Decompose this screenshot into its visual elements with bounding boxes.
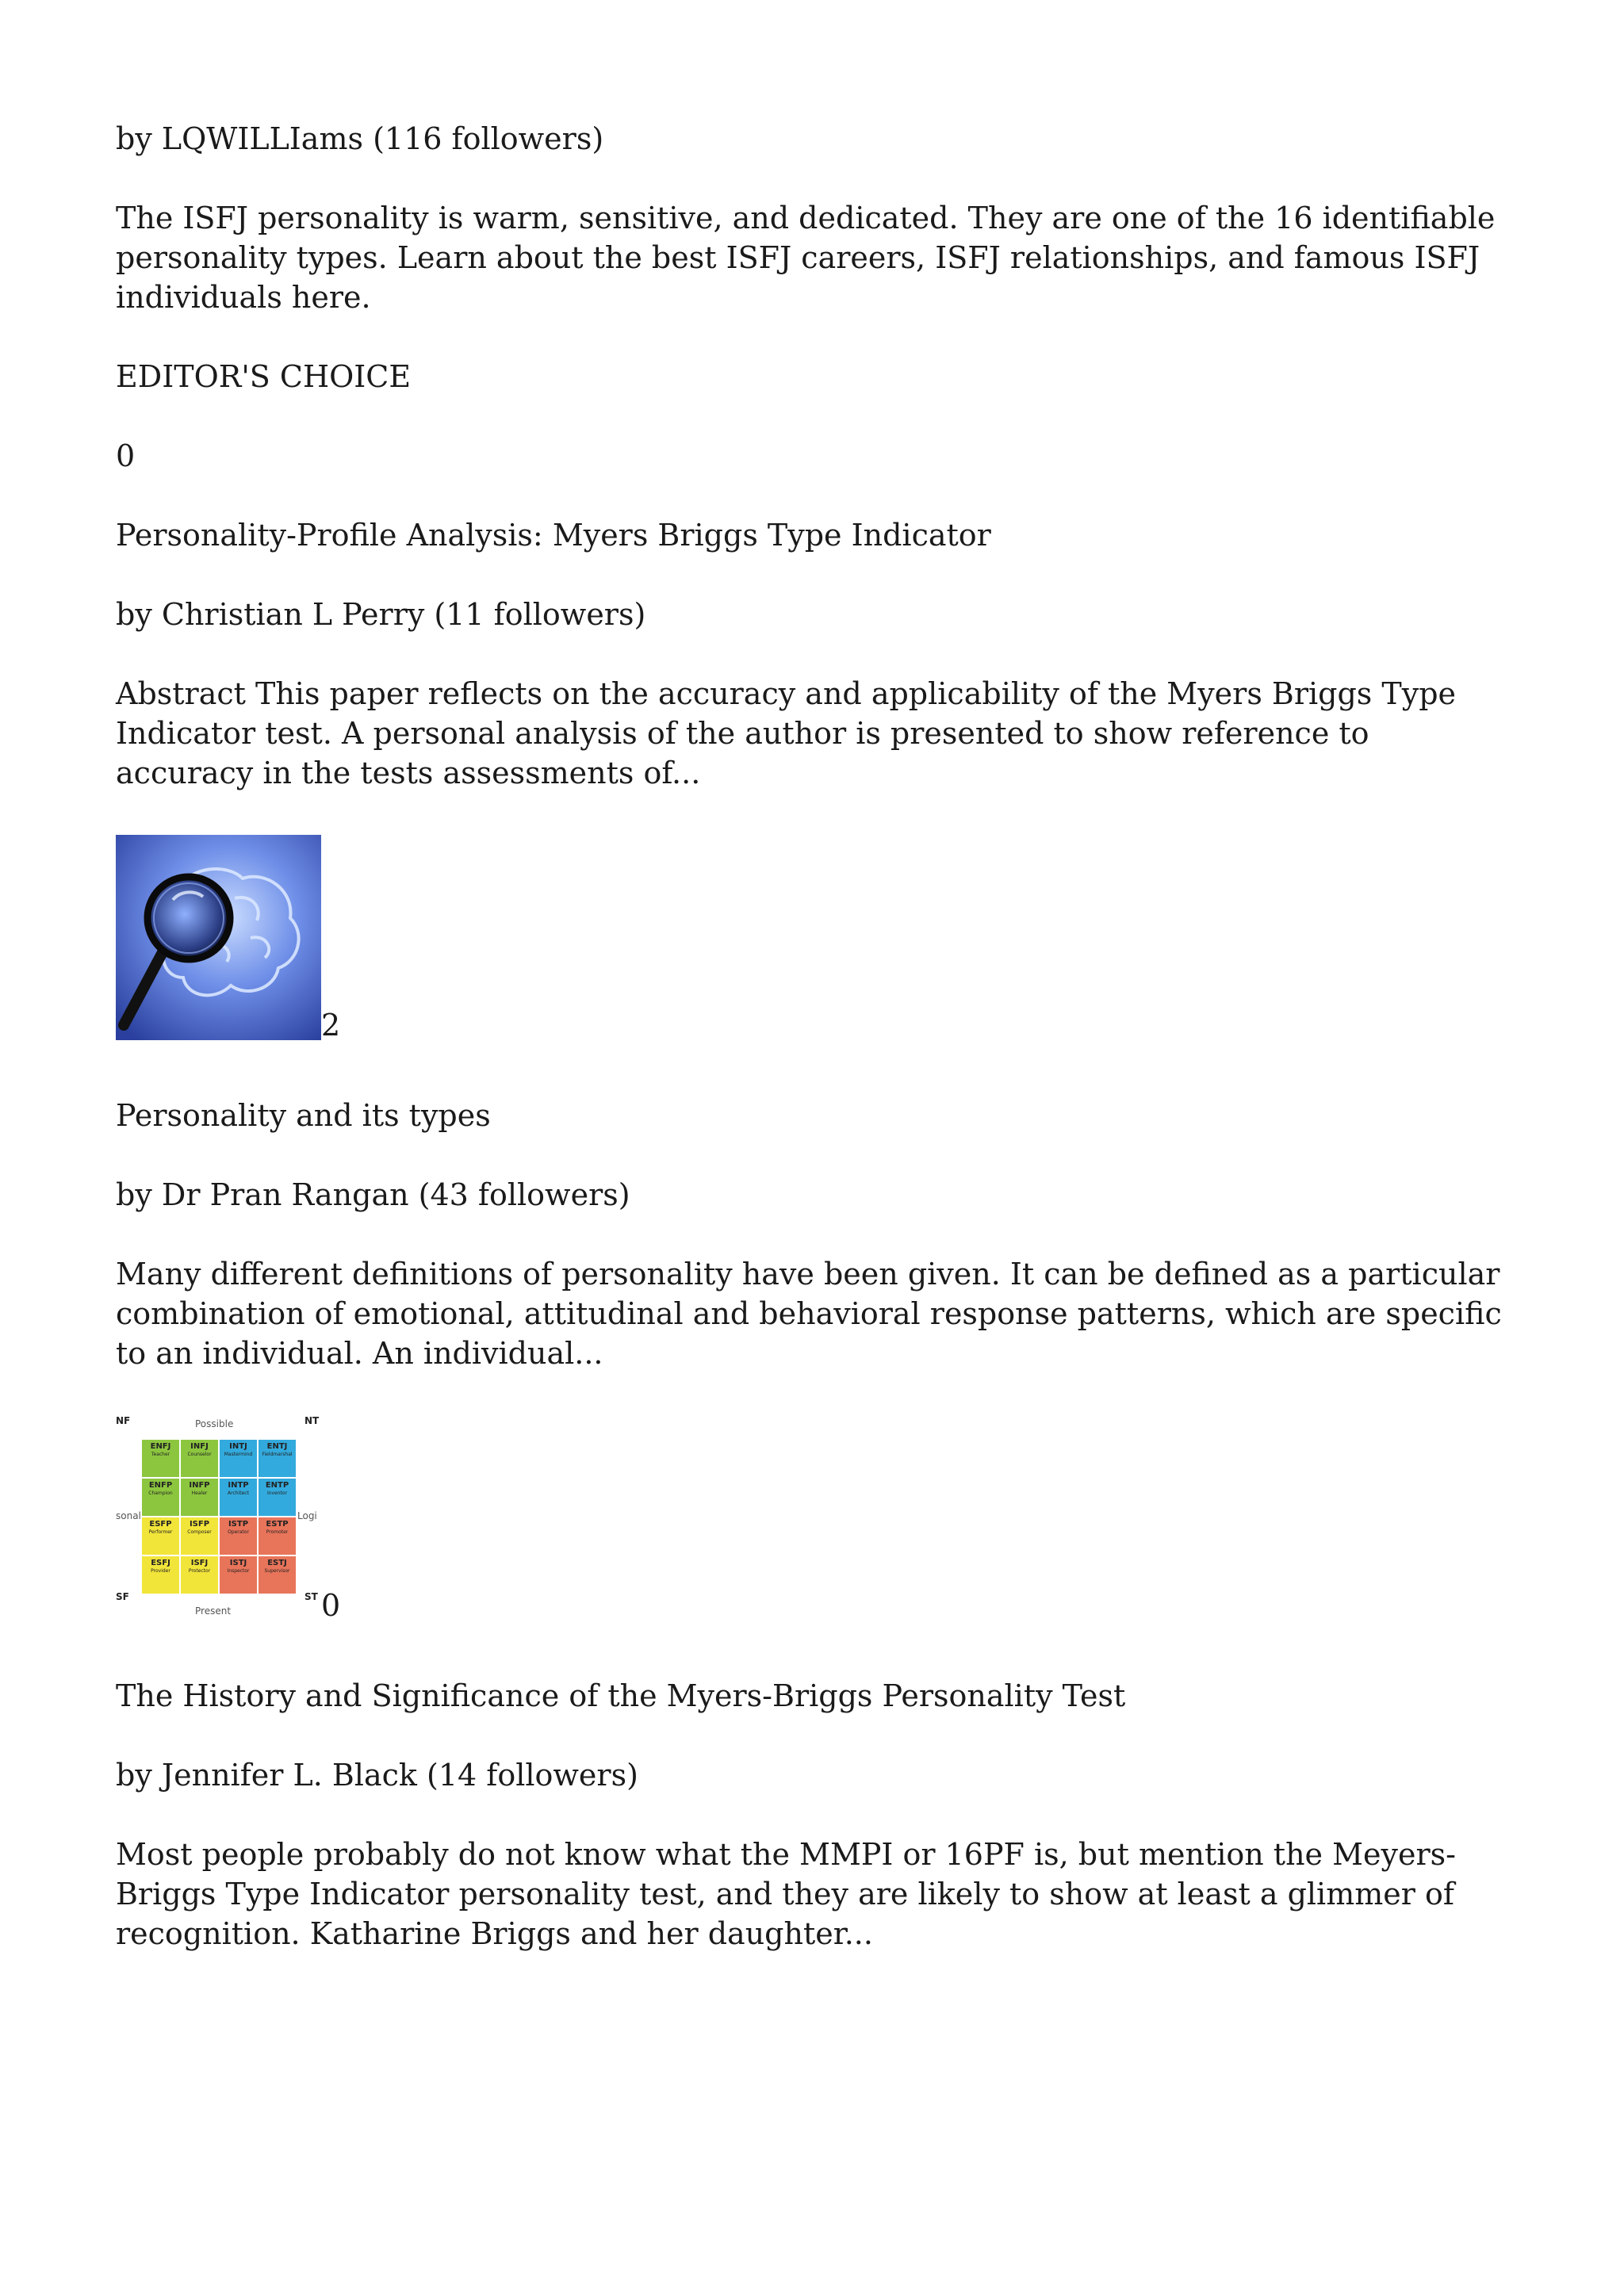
mbti-cell: ESFP Performer: [142, 1517, 179, 1555]
comment-count: 0: [116, 438, 136, 473]
comment-count: 2: [321, 1008, 341, 1043]
brain-magnifier-thumbnail[interactable]: [116, 835, 321, 1040]
item-summary: Many different definitions of personality have been given. It can be defined as a particular combination of emotional, attitudinal and behavioral response patterns, which are specific to an individual. An individual...: [116, 1257, 1502, 1371]
mbti-cell: ISFJ Protector: [181, 1556, 218, 1594]
item-author[interactable]: by LQWILLIams (116 followers): [116, 121, 604, 156]
mbti-cell: ISFP Composer: [181, 1517, 218, 1555]
mbti-top-label: Possible: [195, 1418, 234, 1429]
mbti-grid-thumbnail[interactable]: [116, 1415, 321, 1621]
item-title[interactable]: The History and Significance of the Myers-Briggs Personality Test: [116, 1678, 1126, 1713]
item-author[interactable]: by Christian L Perry (11 followers): [116, 597, 646, 632]
item-summary: The ISFJ personality is warm, sensitive, and dedicated. They are one of the 16 identifiable personality types. Learn about the best ISFJ careers, ISFJ relationships, and famous ISFJ individuals here.: [116, 201, 1496, 315]
mbti-cell: ESTP Promoter: [259, 1517, 296, 1555]
editors-choice-badge: EDITOR'S CHOICE: [116, 359, 412, 394]
article-list: [116, 119, 1511, 1954]
item-author[interactable]: by Jennifer L. Black (14 followers): [116, 1758, 638, 1793]
mbti-grid: [142, 1440, 296, 1594]
mbti-cell: INTP Architect: [220, 1479, 257, 1516]
item-thumbnail-row: [116, 832, 1511, 1043]
mbti-cell: INFJ Counselor: [181, 1440, 218, 1477]
mbti-corner-nt: NT: [304, 1415, 320, 1426]
mbti-bottom-label: Present: [195, 1605, 232, 1617]
mbti-cell: ISTP Operator: [220, 1517, 257, 1555]
mbti-left-label: sonal: [116, 1510, 141, 1521]
item-summary: Abstract This paper reflects on the accuracy and applicability of the Myers Briggs Type Indicator test. A personal analysis of the author is presented to show reference to accuracy in the tests assessments of...: [116, 676, 1457, 790]
mbti-right-label: Logi: [297, 1510, 317, 1521]
item-thumbnail-row: [116, 1413, 1511, 1621]
mbti-cell: ESTJ Supervisor: [259, 1556, 296, 1594]
mbti-corner-st: ST: [304, 1591, 318, 1602]
mbti-cell: ISTJ Inspector: [220, 1556, 257, 1594]
item-summary: Most people probably do not know what the MMPI or 16PF is, but mention the Meyers-Briggs Type Indicator personality test, and they are likely to show at least a glimmer of recognition. Katharine Briggs and her daughter...: [116, 1837, 1456, 1951]
comment-count: 0: [321, 1588, 341, 1623]
item-title[interactable]: Personality and its types: [116, 1098, 491, 1133]
mbti-cell: ENFP Champion: [142, 1479, 179, 1516]
mbti-cell: INTJ Mastermind: [220, 1440, 257, 1477]
item-author[interactable]: by Dr Pran Rangan (43 followers): [116, 1177, 630, 1212]
mbti-corner-nf: NF: [116, 1415, 131, 1426]
mbti-cell: ENTP Inventor: [259, 1479, 296, 1516]
mbti-cell: INFP Healer: [181, 1479, 218, 1516]
mbti-corner-sf: SF: [116, 1591, 129, 1602]
item-title[interactable]: Personality-Profile Analysis: Myers Briggs Type Indicator: [116, 518, 991, 553]
mbti-cell: ESFJ Provider: [142, 1556, 179, 1594]
mbti-cell: ENTJ Fieldmarshal: [259, 1440, 296, 1477]
mbti-cell: ENFJ Teacher: [142, 1440, 179, 1477]
